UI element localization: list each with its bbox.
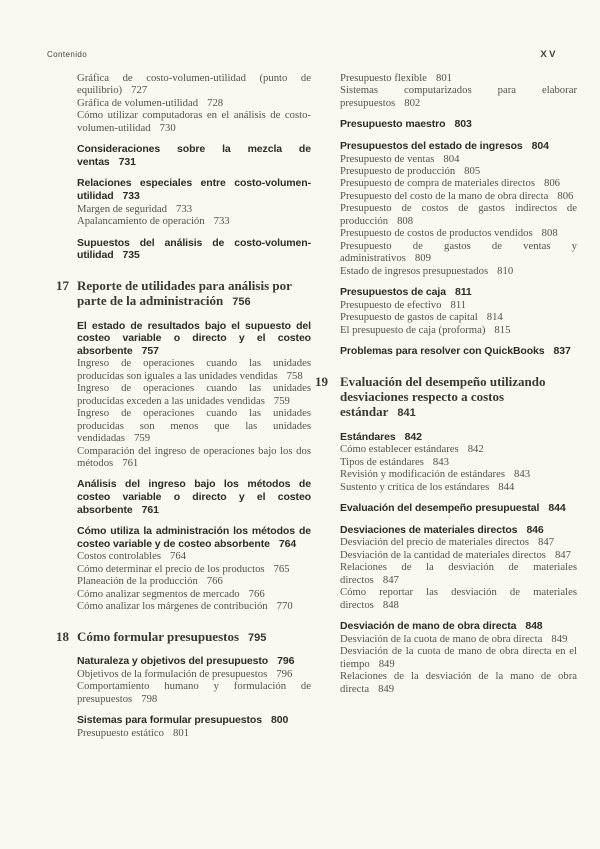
toc-chapter (47, 278, 311, 311)
toc-item-page: 759 (273, 394, 290, 407)
toc-heading (315, 620, 577, 633)
toc-entry (315, 481, 577, 493)
toc-item-text: Presupuesto del costo de la mano de obra directa (340, 189, 549, 202)
page-number: XV (540, 49, 558, 60)
toc-item-text: Planeación de la producción (77, 575, 198, 588)
toc-heading (315, 345, 577, 358)
toc-item-page: 849 (378, 657, 395, 670)
toc-item-text: Presupuesto de compra de materiales directos (340, 177, 535, 190)
toc-item-text: El estado de resultados bajo el supuesto del costeo variable o directo y el costeo absorbente (77, 319, 311, 357)
toc-item-text: Consideraciones sobre la mezcla de ventas (77, 143, 311, 168)
toc-item-page: 727 (131, 84, 148, 97)
toc-heading (315, 431, 577, 444)
toc-item-text: Relaciones especiales entre costo-volumen-utilidad (77, 177, 311, 203)
toc-item-text: Ingreso de operaciones cuando las unidades producidas son iguales a las unidades vendidas (77, 357, 311, 382)
toc-item-text: Presupuestos del estado de ingresos (340, 139, 523, 152)
toc-entry (315, 645, 577, 670)
toc-item-text: Sistemas para formular presupuestos (77, 714, 262, 726)
toc-item-text: Presupuesto estático (77, 726, 164, 739)
toc-entry (315, 324, 577, 336)
toc-entry (47, 668, 311, 680)
toc-entry (47, 72, 311, 97)
toc-item-page: 844 (498, 480, 515, 493)
toc-item-text: Presupuesto de producción (340, 165, 456, 177)
toc-item-text: Evaluación del desempeño presupuestal (340, 502, 540, 515)
toc-item-text: Desviación del precio de materiales directos (340, 536, 530, 549)
toc-item-text: Objetivos de la formulación de presupuestos (77, 667, 268, 680)
toc-entry (47, 588, 311, 600)
toc-item-page: 800 (270, 714, 289, 726)
toc-item-page: 759 (134, 432, 151, 445)
toc-item-page: 798 (141, 692, 158, 705)
toc-entry (315, 670, 577, 695)
toc-heading (47, 655, 311, 668)
toc-item-text: Desviación de mano de obra directa (340, 620, 517, 633)
toc-entry (47, 563, 311, 575)
toc-item-text: Gráfica de volumen-utilidad (77, 96, 199, 109)
toc-columns (47, 72, 577, 739)
toc-item-page: 841 (397, 407, 416, 420)
toc-item-page: 735 (122, 249, 140, 262)
toc-entry (315, 468, 577, 480)
toc-item-text: Desviación de la cuota de mano de obra directa (340, 632, 543, 645)
toc-item-text: Ingreso de operaciones cuando las unidades producidas son menos que las unidades vendidadas (77, 407, 311, 445)
toc-item-text: Naturaleza y objetivos del presupuesto (77, 655, 269, 668)
toc-item-text: Relaciones de la desviación de la mano de obra directa (340, 670, 577, 695)
chapter-number: 18 (56, 628, 69, 644)
toc-heading (47, 177, 311, 202)
toc-entry (47, 600, 311, 612)
toc-entry (315, 265, 577, 277)
toc-item-page: 847 (382, 573, 399, 586)
toc-item-page: 802 (404, 96, 421, 109)
toc-entry (315, 311, 577, 323)
toc-item-text: Cómo analizar segmentos de mercado (77, 587, 240, 600)
toc-item-text: Desviación de la cantidad de materiales directos (340, 548, 546, 561)
toc-item-text: El presupuesto de caja (proforma) (340, 323, 486, 336)
chapter-number: 19 (315, 373, 328, 389)
toc-item-text: Estándares (340, 430, 396, 443)
toc-item-page: 795 (248, 631, 267, 644)
toc-item-text: Relaciones de la desviación de materiales directos (340, 561, 577, 586)
running-header (47, 49, 558, 60)
toc-entry (315, 202, 577, 227)
toc-heading (47, 237, 311, 262)
toc-item-page: 809 (414, 252, 431, 265)
toc-item-page: 849 (378, 682, 395, 695)
toc-entry (47, 97, 311, 109)
toc-item-page: 811 (454, 286, 472, 299)
toc-entry (315, 586, 577, 611)
toc-item-text: Presupuesto flexible (340, 72, 427, 84)
toc-item-text: Presupuesto de costos de gastos indirectos de producción (340, 202, 577, 227)
toc-item-text: Tipos de estándares (340, 455, 424, 468)
toc-item-page: 801 (172, 726, 189, 739)
toc-entry (47, 215, 311, 227)
toc-item-text: Presupuesto de ventas (340, 152, 435, 165)
toc-entry (47, 407, 311, 444)
toc-item-text: Supuestos del análisis de costo-volumen-utilidad (77, 236, 311, 262)
toc-item-text: Presupuestos de caja (340, 286, 446, 299)
toc-item-page: 848 (382, 598, 399, 611)
toc-item-text: Cómo establecer estándares (340, 443, 459, 456)
toc-item-page: 731 (118, 155, 136, 168)
toc-item-page: 770 (276, 600, 293, 613)
toc-item-page: 761 (122, 456, 139, 469)
toc-item-page: 758 (286, 369, 303, 382)
toc-item-text: Gráfica de costo-volumen-utilidad (punto de equilibrio) (77, 72, 311, 97)
toc-item-text: Revisión y modificación de estándares (340, 468, 506, 481)
toc-item-page: 765 (273, 562, 290, 575)
toc-item-page: 808 (541, 227, 558, 240)
toc-column-right (315, 72, 577, 739)
toc-item-page: 815 (494, 323, 511, 336)
toc-item-page: 810 (497, 264, 514, 277)
toc-heading (47, 714, 311, 727)
toc-item-page: 733 (213, 215, 230, 228)
toc-item-page: 730 (159, 121, 176, 134)
toc-item-page: 805 (464, 165, 481, 177)
toc-item-page: 842 (467, 443, 484, 456)
toc-entry (315, 240, 577, 265)
toc-heading (315, 502, 577, 515)
toc-item-page: 806 (557, 189, 574, 202)
toc-item-text: Cómo reportar las desviación de materiales directos (340, 586, 577, 611)
toc-entry (315, 549, 577, 561)
toc-item-text: Desviaciones de materiales directos (340, 523, 518, 536)
toc-entry (47, 680, 311, 705)
toc-heading (315, 118, 577, 131)
toc-item-page: 801 (435, 72, 452, 84)
toc-item-text: Ingreso de operaciones cuando las unidades producidas exceden a las unidades vendidas (77, 382, 311, 407)
toc-chapter (47, 629, 311, 646)
toc-item-text: Análisis del ingreso bajo los métodos de costeo variable o directo y el costeo absorbente (77, 478, 311, 516)
toc-entry (47, 357, 311, 382)
toc-item-text: Comportamiento humano y formulación de presupuestos (77, 680, 311, 705)
toc-item-text: Estado de ingresos presupuestados (340, 264, 489, 277)
toc-entry (315, 227, 577, 239)
toc-item-text: Comparación del ingreso de operaciones bajo los dos métodos (77, 444, 311, 469)
toc-entry (315, 443, 577, 455)
toc-item-page: 756 (232, 296, 251, 309)
toc-heading (47, 478, 311, 516)
toc-item-page: 847 (554, 548, 571, 561)
toc-item-page: 761 (141, 503, 159, 516)
toc-item-page: 803 (454, 118, 472, 131)
toc-entry (315, 456, 577, 468)
toc-entry (47, 727, 311, 739)
toc-item-page: 757 (141, 344, 159, 357)
toc-entry (315, 299, 577, 311)
toc-chapter (315, 374, 577, 422)
toc-entry (315, 72, 577, 84)
toc-item-text: Apalancamiento de operación (77, 215, 205, 228)
toc-item-text: Margen de seguridad (77, 202, 168, 215)
toc-item-text: Desviación de la cuota de mano de obra directa en el tiempo (340, 645, 577, 670)
toc-entry (315, 536, 577, 548)
toc-item-text: Reporte de utilidades para análisis por parte de la administración (77, 277, 292, 309)
toc-item-page: 847 (538, 536, 555, 549)
toc-item-text: Sistemas computarizados para elaborar presupuestos (340, 84, 577, 109)
toc-heading (315, 140, 577, 153)
toc-item-page: 814 (486, 311, 503, 324)
toc-item-page: 837 (553, 345, 571, 358)
toc-item-page: 796 (276, 667, 293, 680)
toc-entry (47, 382, 311, 407)
toc-item-text: Evaluación del desempeño utilizando desviaciones respecto a costos estándar (340, 373, 546, 420)
toc-item-text: Cómo utiliza la administración los métodos de costeo variable y de costeo absorbente (77, 525, 311, 550)
running-header-title: Contenido (47, 50, 88, 59)
toc-item-page: 843 (514, 468, 531, 481)
toc-item-text: Costos controlables (77, 550, 162, 563)
toc-item-page: 849 (551, 632, 568, 645)
toc-item-text: Cómo utilizar computadoras en el análisis de costo-volumen-utilidad (77, 109, 311, 134)
toc-entry (315, 84, 577, 109)
toc-item-page: 733 (176, 202, 193, 215)
toc-item-text: Presupuesto de efectivo (340, 298, 442, 311)
toc-item-text: Cómo analizar los márgenes de contribución (77, 600, 268, 613)
toc-item-text: Presupuesto de gastos de ventas y administrativos (340, 239, 577, 265)
toc-item-text: Presupuesto de costos de productos vendidos (340, 227, 533, 240)
toc-entry (315, 561, 577, 586)
toc-item-page: 796 (277, 655, 295, 668)
toc-column-left (47, 72, 311, 739)
toc-heading (315, 524, 577, 537)
toc-item-text: Sustento y crítica de los estándares (340, 480, 490, 493)
toc-heading (315, 286, 577, 299)
toc-item-page: 848 (525, 620, 543, 633)
toc-heading (47, 143, 311, 168)
toc-entry (47, 550, 311, 562)
toc-item-text: Problemas para resolver con QuickBooks (340, 345, 545, 358)
toc-item-page: 766 (206, 575, 223, 588)
toc-item-page: 764 (278, 537, 297, 550)
toc-heading (47, 525, 311, 550)
toc-item-page: 764 (170, 550, 187, 563)
toc-item-text: Presupuesto de gastos de capital (340, 311, 478, 324)
toc-item-page: 811 (450, 298, 467, 311)
toc-item-page: 844 (548, 502, 566, 515)
toc-item-page: 804 (443, 152, 460, 165)
toc-entry (315, 190, 577, 202)
toc-heading (47, 320, 311, 358)
toc-item-text: Presupuesto maestro (340, 118, 446, 131)
toc-entry (315, 165, 577, 177)
toc-item-page: 733 (122, 190, 140, 203)
toc-item-page: 728 (207, 96, 224, 109)
toc-entry (47, 109, 311, 134)
toc-item-page: 808 (397, 214, 414, 227)
toc-item-page: 843 (432, 455, 449, 468)
toc-entry (315, 153, 577, 165)
toc-entry (315, 177, 577, 189)
toc-entry (47, 575, 311, 587)
toc-item-page: 804 (531, 139, 549, 152)
toc-item-page: 806 (543, 177, 561, 190)
toc-item-text: Cómo formular presupuestos (77, 628, 240, 644)
toc-entry (47, 203, 311, 215)
toc-item-page: 842 (404, 430, 422, 443)
chapter-number: 17 (56, 277, 69, 293)
toc-entry (47, 445, 311, 470)
toc-item-page: 846 (526, 523, 544, 536)
toc-entry (315, 633, 577, 645)
toc-item-page: 766 (248, 587, 265, 600)
toc-item-text: Cómo determinar el precio de los productos (77, 562, 265, 575)
